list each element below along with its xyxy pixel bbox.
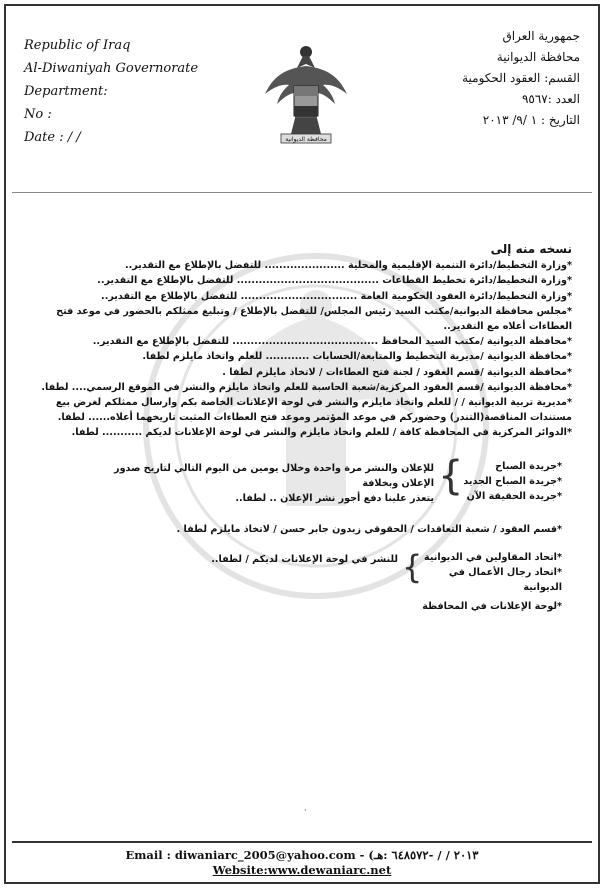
unions-list [412,550,562,595]
contracts-section-line: *قسم العقود / شعبة التعاقدات / الحقوقي زيدون جابر حسن / لاتخاذ مايلزم لطفا . [176,524,562,535]
distribution-line: العطاءات أعلاه مع التقدير.. [443,321,572,333]
country-name-ar: جمهورية العراق [502,29,580,43]
distribution-line: *وزارة التخطيط/دائرة تخطيط القطاعات ....................................... للتفضل بالإطلاع مع التقدير.. [97,275,572,287]
brace-icon: { [402,548,423,586]
union-item: *اتحاد رجال الأعمال في الديوانية [448,567,562,593]
newspaper-note: يتعذر علينا دفع أجور نشر الإعلان .. لطفا.. [235,493,434,504]
number-label-en: No : [24,107,52,122]
letterhead [6,6,598,191]
distribution-line: مستندات المناقصة(التندر) وحضوركم في موعد المؤتمر وموعد فتح العطاءات المثبت تاريخهما أعلاه...... لطفا. [57,412,572,424]
distribution-line: *محافظة الديوانية /قسم العقود / لجنة فتح العطاءات / لاتخاذ مايلزم لطفا . [222,366,572,378]
distribution-line: *الدوائر المركزية في المحافظة كافة / للعلم واتخاذ مايلزم والنشر في لوحة الإعلانات لديكم ........... لطفا. [71,427,572,439]
country-name-en: Republic of Iraq [24,38,131,53]
footer-divider [12,841,592,843]
distribution-line: *مجلس محافظة الديوانية/مكتب السيد رئيس المجلس/ للتفضل بالإطلاع / وتبليغ ممثلكم بالحضور في موعد فتح [56,305,572,317]
governorate-name-ar: محافظة الديوانية [496,50,580,64]
brace-icon: { [438,453,464,499]
unions-note: للنشر في لوحة الإعلانات لديكم / لطفا.. [211,554,398,565]
iraq-eagle-emblem-icon [261,38,351,153]
newspaper-instructions [102,461,434,506]
distribution-line: *محافظة الديوانية /قسم العقود المركزية/شعبة الحاسبة للعلم واتخاذ مايلزم والنشر في الموقع الرسمي.... لطفا. [41,381,572,393]
footer-contact: Email : diwaniarc_2005@yahoo.com - (٢٠١٣ / / -٦٤٨٥٧٢ :هـ [125,848,479,862]
document-date-ar: التاريخ : ١ /٩/ ٢٠١٣ [482,113,580,127]
footer-website: Website:www.dewaniarc.net [212,863,392,877]
emblem-caption: محافظة الديوانية [285,136,327,143]
union-item: *اتحاد المقاولين في الديوانية [424,552,562,563]
header-divider [12,192,592,193]
distribution-line: *وزارة التخطيط/دائرة التنمية الإقليمية والمحلية ...................... للتفضل بالإطلاع مع التقدير.. [124,260,572,272]
distribution-heading: نسخه منه إلى [490,242,572,256]
page-mark: · [304,806,307,815]
document-number-ar: العدد :٩٥٦٧ [521,92,580,106]
date-label-en: Date : / / [24,130,81,145]
newspaper-item: *جريدة الحقيقة الآن [466,491,562,502]
newspaper-item: *جريدة الصباح [495,461,562,472]
department-label-en: Department: [24,84,108,99]
distribution-list [26,242,572,441]
distribution-line: *مديرية تربية الديوانية / / للعلم واتخاذ مايلزم والنشر في لوحة الإعلانات الخاصة بكم وارسال ممثلكم لغرض بيع [55,397,572,409]
distribution-line: *وزارة التخطيط/دائرة العقود الحكومية العامة ................................ للتفضل بالإطلاع مع التقدير.. [101,290,572,302]
distribution-line: *محافظة الديوانية /مكتب السيد المحافظ ........................................ للتفضل بالإطلاع مع التقدير.. [92,336,572,348]
document-page [4,4,600,884]
footer [6,848,598,878]
letterhead-english [24,34,224,149]
letterhead-arabic [410,26,580,131]
newspaper-item: *جريدة الصباح الجديد [463,476,562,487]
governorate-name-en: Al-Diwaniyah Governorate [24,61,199,76]
distribution-line: *محافظة الديوانية /مديرية التخطيط والمتابعة/الحسابات ............ للعلم واتخاذ مايلزم لطفا. [142,351,572,363]
department-name-ar: القسم: العقود الحكومية [462,71,580,85]
notice-board-line: *لوحة الإعلانات في المحافظة [422,601,562,612]
newspaper-note: للإعلان والنشر مرة واحدة وخلال يومين من اليوم التالي لتاريخ صدور الإعلان وبخلافة [114,463,434,489]
